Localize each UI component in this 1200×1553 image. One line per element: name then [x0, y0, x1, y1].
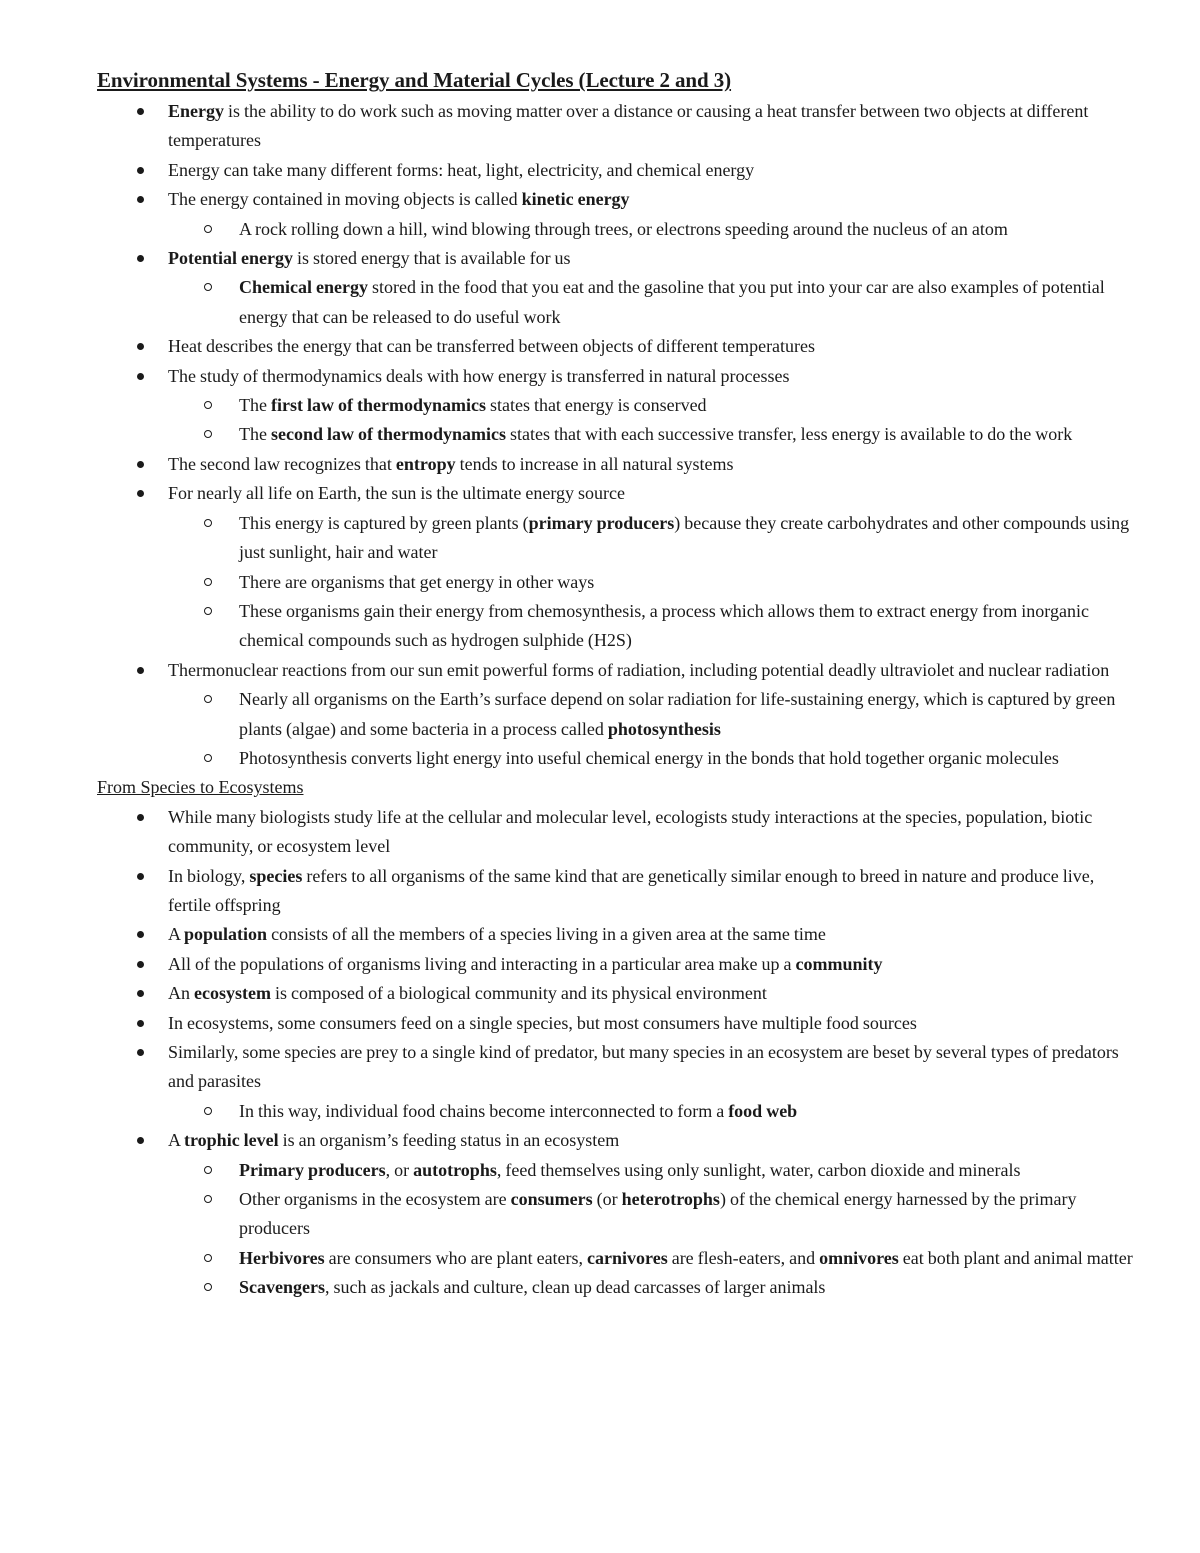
- hollow-bullet-icon: [204, 283, 212, 291]
- sub-bullet-item: [97, 273, 1137, 332]
- item-text: consists of all the members of a species living in a given area at the same time: [267, 924, 826, 945]
- bold-term: food web: [728, 1100, 798, 1121]
- bold-term: heterotrophs: [621, 1189, 720, 1210]
- item-text: (or: [592, 1189, 622, 1210]
- bold-term: Potential energy: [168, 248, 293, 269]
- item-text: are flesh-eaters, and: [667, 1247, 820, 1268]
- bold-term: community: [795, 953, 883, 974]
- item-text: The: [239, 424, 271, 445]
- bold-term: species: [249, 865, 303, 886]
- sub-bullet-item: [97, 1273, 1137, 1302]
- item-text: , or: [385, 1159, 414, 1180]
- bullet-item: [97, 156, 1137, 185]
- bold-term: carnivores: [587, 1247, 668, 1268]
- bullet-item: [97, 332, 1137, 361]
- item-text: , feed themselves using only sunlight, water, carbon dioxide and minerals: [496, 1159, 1021, 1180]
- bullet-item: [97, 803, 1137, 862]
- bullet-item: [97, 244, 1137, 273]
- hollow-bullet-icon: [204, 225, 212, 233]
- item-text: This energy is captured by green plants (: [239, 512, 529, 533]
- item-text: A: [168, 924, 185, 945]
- sub-bullet-item: [97, 215, 1137, 244]
- filled-bullet-icon: [137, 1049, 144, 1056]
- bold-term: first law of thermodynamics: [270, 395, 486, 416]
- sub-bullet-item: [97, 391, 1137, 420]
- notes-list: [97, 97, 1137, 1303]
- bullet-item: [97, 920, 1137, 949]
- item-text: Thermonuclear reactions from our sun emit powerful forms of radiation, including potential deadly ultraviolet and nuclear radiation: [168, 659, 1110, 680]
- item-text: states that with each successive transfer, less energy is available to do the work: [505, 424, 1073, 445]
- filled-bullet-icon: [137, 108, 144, 115]
- bold-term: Energy: [168, 101, 224, 121]
- item-text: Heat describes the energy that can be transferred between objects of different temperatures: [168, 336, 816, 357]
- filled-bullet-icon: [137, 461, 144, 468]
- hollow-bullet-icon: [204, 1283, 212, 1291]
- item-text: The second law recognizes that: [168, 453, 396, 474]
- item-text: There are organisms that get energy in other ways: [239, 571, 595, 592]
- item-text: Energy can take many different forms: heat, light, electricity, and chemical energy: [168, 159, 755, 180]
- sub-bullet-item: [97, 685, 1137, 744]
- item-text: In this way, individual food chains become interconnected to form a: [239, 1100, 729, 1121]
- sub-bullet-item: [97, 1244, 1137, 1273]
- bold-term: entropy: [395, 453, 456, 474]
- item-text: is an organism’s feeding status in an ecosystem: [278, 1130, 620, 1151]
- hollow-bullet-icon: [204, 430, 212, 438]
- item-text: is composed of a biological community and its physical environment: [270, 983, 767, 1004]
- bullet-item: [97, 450, 1137, 479]
- hollow-bullet-icon: [204, 1166, 212, 1174]
- bullet-item: [97, 979, 1137, 1008]
- item-text: All of the populations of organisms living and interacting in a particular area make up a: [168, 953, 796, 974]
- item-text: ) because they create carbohydrates and other compounds using just sunlight, hair and water: [239, 512, 1130, 563]
- bold-term: population: [184, 924, 268, 945]
- item-text: states that energy is conserved: [485, 395, 707, 416]
- item-text: For nearly all life on Earth, the sun is the ultimate energy source: [168, 483, 626, 504]
- hollow-bullet-icon: [204, 695, 212, 703]
- bold-term: omnivores: [819, 1247, 899, 1268]
- item-text: ) of the chemical energy harnessed by the primary producers: [239, 1189, 1077, 1239]
- bullet-item: [97, 950, 1137, 979]
- hollow-bullet-icon: [204, 607, 212, 615]
- bold-term: primary producers: [528, 512, 675, 533]
- bold-term: autotrophs: [413, 1159, 497, 1180]
- sub-bullet-item: [97, 1156, 1137, 1185]
- filled-bullet-icon: [137, 814, 144, 821]
- item-text: The energy contained in moving objects is called: [168, 189, 522, 210]
- item-text: These organisms gain their energy from chemosynthesis, a process which allows them to extract energy from inorganic chemical compounds such as hydrogen sulphide (H2S): [239, 600, 1089, 651]
- item-text: A: [168, 1130, 185, 1151]
- filled-bullet-icon: [137, 255, 144, 262]
- filled-bullet-icon: [137, 873, 144, 880]
- item-text: A rock rolling down a hill, wind blowing through trees, or electrons speeding around the nucleus of an atom: [239, 218, 1008, 239]
- sub-bullet-item: [97, 744, 1137, 773]
- bold-term: Herbivores: [239, 1247, 325, 1268]
- bullet-item: [97, 656, 1137, 685]
- bullet-item: [97, 1126, 1137, 1155]
- sub-bullet-item: [97, 597, 1137, 656]
- bullet-item: [97, 362, 1137, 391]
- item-text: stored in the food that you eat and the gasoline that you put into your car are also examples of potential energy that can be released to do useful work: [239, 277, 1105, 327]
- section-heading: From Species to Ecosystems: [97, 777, 304, 798]
- item-text: Nearly all organisms on the Earth’s surface depend on solar radiation for life-sustaining energy, which is captured by green plants (algae) and some bacteria in a process called: [239, 689, 1116, 739]
- sub-bullet-item: [97, 420, 1137, 449]
- hollow-bullet-icon: [204, 578, 212, 586]
- item-text: is the ability to do work such as moving matter over a distance or causing a heat transfer between two objects at different temperatures: [168, 101, 1089, 151]
- bold-term: second law of thermodynamics: [270, 424, 506, 445]
- bold-term: trophic level: [184, 1130, 279, 1151]
- bold-term: Primary producers: [239, 1159, 386, 1180]
- bold-term: consumers: [510, 1189, 593, 1210]
- item-text: In ecosystems, some consumers feed on a single species, but most consumers have multiple food sources: [168, 1012, 917, 1033]
- bold-term: Scavengers: [239, 1277, 325, 1298]
- item-text: , such as jackals and culture, clean up dead carcasses of larger animals: [324, 1277, 826, 1298]
- sub-bullet-item: [97, 1097, 1137, 1126]
- hollow-bullet-icon: [204, 401, 212, 409]
- bold-term: photosynthesis: [607, 718, 721, 739]
- bullet-item: [97, 479, 1137, 508]
- filled-bullet-icon: [137, 931, 144, 938]
- item-text: In biology,: [168, 865, 250, 886]
- hollow-bullet-icon: [204, 519, 212, 527]
- document-page: [97, 66, 1137, 1303]
- item-text: The: [239, 395, 271, 416]
- filled-bullet-icon: [137, 961, 144, 968]
- filled-bullet-icon: [137, 167, 144, 174]
- item-text: are consumers who are plant eaters,: [324, 1247, 588, 1268]
- bullet-item: [97, 185, 1137, 214]
- filled-bullet-icon: [137, 343, 144, 350]
- bold-term: kinetic energy: [521, 189, 630, 210]
- filled-bullet-icon: [137, 667, 144, 674]
- filled-bullet-icon: [137, 1020, 144, 1027]
- sub-bullet-item: [97, 1185, 1137, 1244]
- bullet-item: [97, 1038, 1137, 1097]
- item-text: tends to increase in all natural systems: [455, 453, 734, 474]
- bullet-item: [97, 862, 1137, 921]
- bullet-item: [97, 97, 1137, 156]
- sub-bullet-item: [97, 568, 1137, 597]
- item-text: While many biologists study life at the cellular and molecular level, ecologists study interactions at the species, population, biotic community, or ecosystem level: [168, 806, 1093, 857]
- item-text: Photosynthesis converts light energy into useful chemical energy in the bonds that hold together organic molecules: [239, 747, 1059, 768]
- filled-bullet-icon: [137, 373, 144, 380]
- item-text: refers to all organisms of the same kind that are genetically similar enough to breed in nature and produce live, fertile offspring: [168, 865, 1095, 915]
- item-text: The study of thermodynamics deals with how energy is transferred in natural processes: [168, 365, 790, 386]
- filled-bullet-icon: [137, 196, 144, 203]
- item-text: Other organisms in the ecosystem are: [239, 1189, 511, 1210]
- filled-bullet-icon: [137, 1137, 144, 1144]
- filled-bullet-icon: [137, 990, 144, 997]
- bullet-item: [97, 1009, 1137, 1038]
- bold-term: Chemical energy: [239, 277, 368, 298]
- item-text: An: [168, 983, 194, 1004]
- hollow-bullet-icon: [204, 1254, 212, 1262]
- item-text: eat both plant and animal matter: [898, 1247, 1133, 1268]
- filled-bullet-icon: [137, 490, 144, 497]
- hollow-bullet-icon: [204, 754, 212, 762]
- hollow-bullet-icon: [204, 1195, 212, 1203]
- page-title: Environmental Systems - Energy and Material Cycles (Lecture 2 and 3): [97, 68, 732, 92]
- hollow-bullet-icon: [204, 1107, 212, 1115]
- bold-term: ecosystem: [194, 983, 271, 1004]
- item-text: Similarly, some species are prey to a single kind of predator, but many species in an ecosystem are beset by several types of predators and parasites: [168, 1042, 1119, 1092]
- sub-bullet-item: [97, 509, 1137, 568]
- item-text: is stored energy that is available for us: [292, 248, 571, 269]
